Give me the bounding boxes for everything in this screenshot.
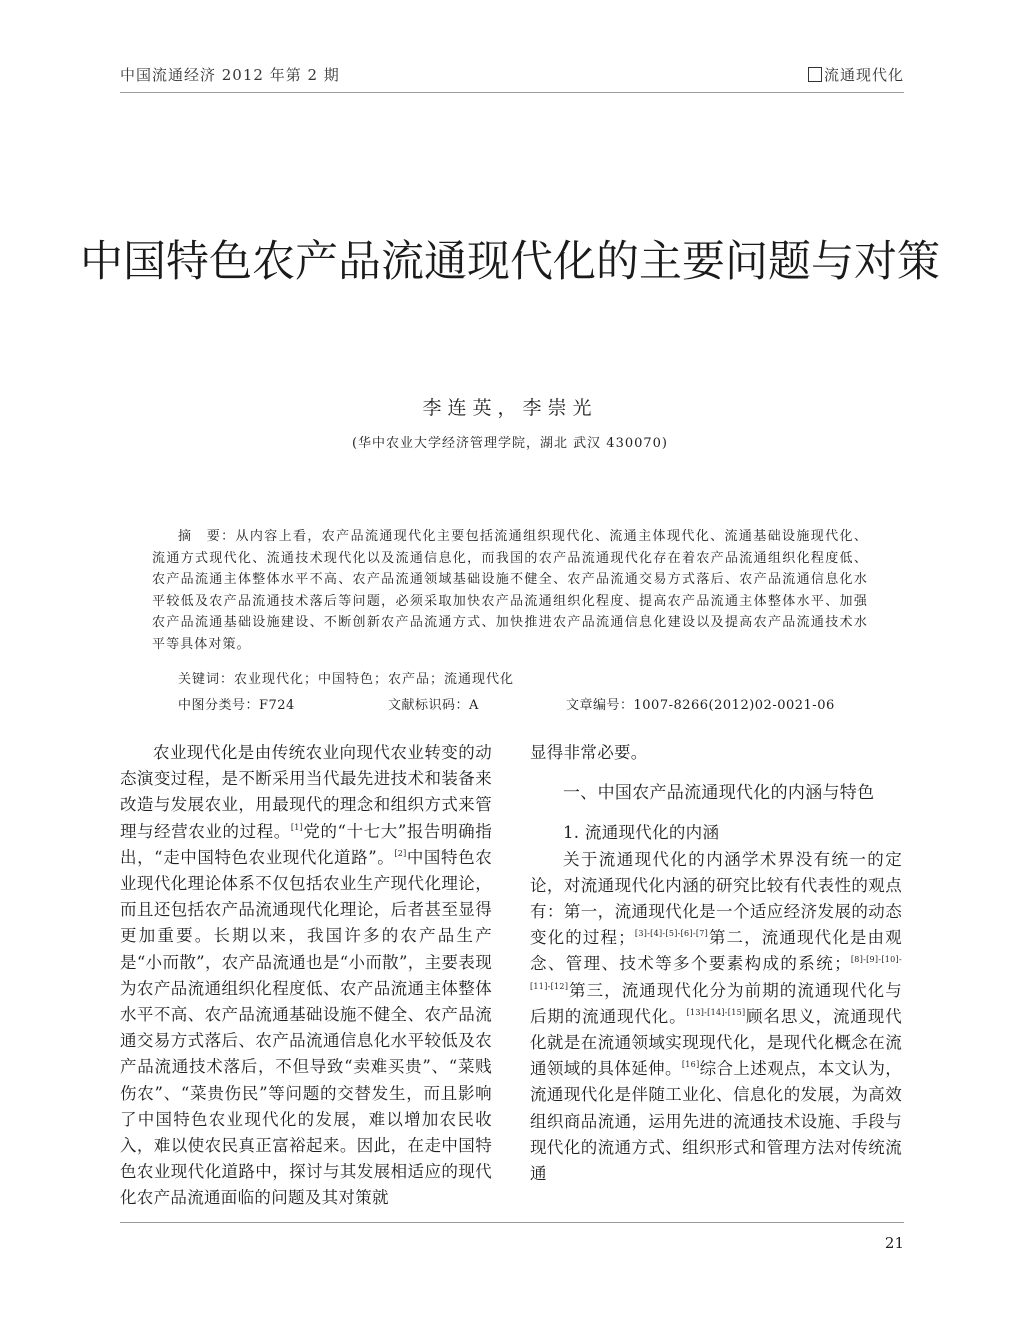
body-paragraph xyxy=(530,847,902,1188)
document-code: 文献标识码：A xyxy=(388,698,479,713)
keywords: 关键词：农业现代化；中国特色；农产品；流通现代化 xyxy=(178,672,515,687)
article-title: 中国特色农产品流通现代化的主要问题与对策 xyxy=(80,237,940,287)
authors: 李连英，李崇光 xyxy=(422,397,598,419)
article-number: 文章编号：1007-8266(2012)02-0021-06 xyxy=(566,698,835,713)
square-icon xyxy=(808,67,822,82)
body-column-left xyxy=(120,740,492,1212)
citation[interactable]: [13]-[14]-[15] xyxy=(686,1007,746,1017)
affiliation: (华中农业大学经济管理学院，湖北 武汉 430070) xyxy=(351,436,669,451)
clc-number: 中图分类号：F724 xyxy=(178,698,295,713)
text-run: 第三，流通现代化分为前期的流通现代化与后期的流通现代化。 xyxy=(530,980,902,1026)
section-name: 流通现代化 xyxy=(823,66,904,84)
text-run: 农业现代化是由传统农业向现代农业转变的动态演变过程，是不断采用当代最先进技术和装备来改造与发展农业，用最现代的理念和组织方式来管理与经营农业的过程。 xyxy=(120,743,492,841)
section-heading: 一、中国农产品流通现代化的内涵与特色 xyxy=(563,783,875,804)
subsection-heading: 1. 流通现代化的内涵 xyxy=(563,823,720,843)
running-header xyxy=(120,60,904,93)
citation[interactable]: [1] xyxy=(290,822,304,832)
journal-issue: 中国流通经济 2012 年第 2 期 xyxy=(120,66,340,84)
text-run: 关于流通现代化的内涵学术界没有统一的定论，对流通现代化内涵的研究比较有代表性的观点有：第一，流通现代化是一个适应经济发展的动态变化的过程； xyxy=(530,849,902,948)
text-run: 中国特色农业现代化理论体系不仅包括农业生产现代化理论，而且还包括农产品流通现代化理论，后者甚至显得更加重要。长期以来，我国许多的农产品生产是“小而散”，农产品流通也是“小而散”，主要表现为农产品流通组织化程度低、农产品流通主体整体水平不高、农产品流通基础设施不健全、农产品流通交易方式落后、农产品流通信息化水平较低及农产品流通技术落后，不但导致“卖难买贵”、“菜贱伤农”、“菜贵伤民”等问题的交替发生，而且影响了中国特色农业现代化的发展，难以增加农民收入，难以使农民真正富裕起来。因此，在走中国特色农业现代化道路中，探讨与其发展相适应的现代化农产品流通面临的问题及其对策就 xyxy=(120,847,492,1208)
citation[interactable]: [8]-[9]-[10]-[11]-[12] xyxy=(530,955,902,991)
abstract xyxy=(152,526,868,656)
citation[interactable]: [16] xyxy=(681,1060,700,1070)
body-paragraph xyxy=(120,740,492,1212)
text-run: 综合上述观点，本文认为，流通现代化是伴随工业化、信息化的发展，为高效组织商品流通，运用先进的流通技术设施、手段与现代化的流通方式、组织形式和管理方法对传统流通 xyxy=(530,1059,902,1184)
citation[interactable]: [3]-[4]-[5]-[6]-[7] xyxy=(634,929,709,939)
body-column-right xyxy=(530,740,902,1187)
citation[interactable]: [2] xyxy=(394,848,407,858)
text-run: 顾名思义，流通现代化就是在流通领域实现现代化，是现代化概念在流通领域的具体延伸。 xyxy=(530,1006,902,1079)
text-run: 第二，流通现代化是由观念、管理、技术等多个要素构成的系统； xyxy=(530,928,902,974)
footer-rule xyxy=(120,1222,904,1223)
page-number: 21 xyxy=(884,1234,904,1252)
text-run: 党的“十七大”报告明确指出，“走中国特色农业现代化道路”。 xyxy=(120,821,492,867)
section-label xyxy=(808,64,904,85)
abstract-text: 摘 要：从内容上看，农产品流通现代化主要包括流通组织现代化、流通主体现代化、流通基础设施现代化、流通方式现代化、流通技术现代化以及流通信息化，而我国的农产品流通现代化存在着农产品流通组织化程度低、农产品流通主体整体水平不高、农产品流通领域基础设施不健全、农产品流通交易方式落后、农产品流通信息化水平较低及农产品流通技术落后等问题，必须采取加快农产品流通组织化程度、提高农产品流通主体整体水平、加强农产品流通基础设施建设、不断创新农产品流通方式、加快推进农产品流通信息化建设以及提高农产品流通技术水平等具体对策。 xyxy=(152,529,868,652)
body-paragraph: 显得非常必要。 xyxy=(530,743,648,762)
